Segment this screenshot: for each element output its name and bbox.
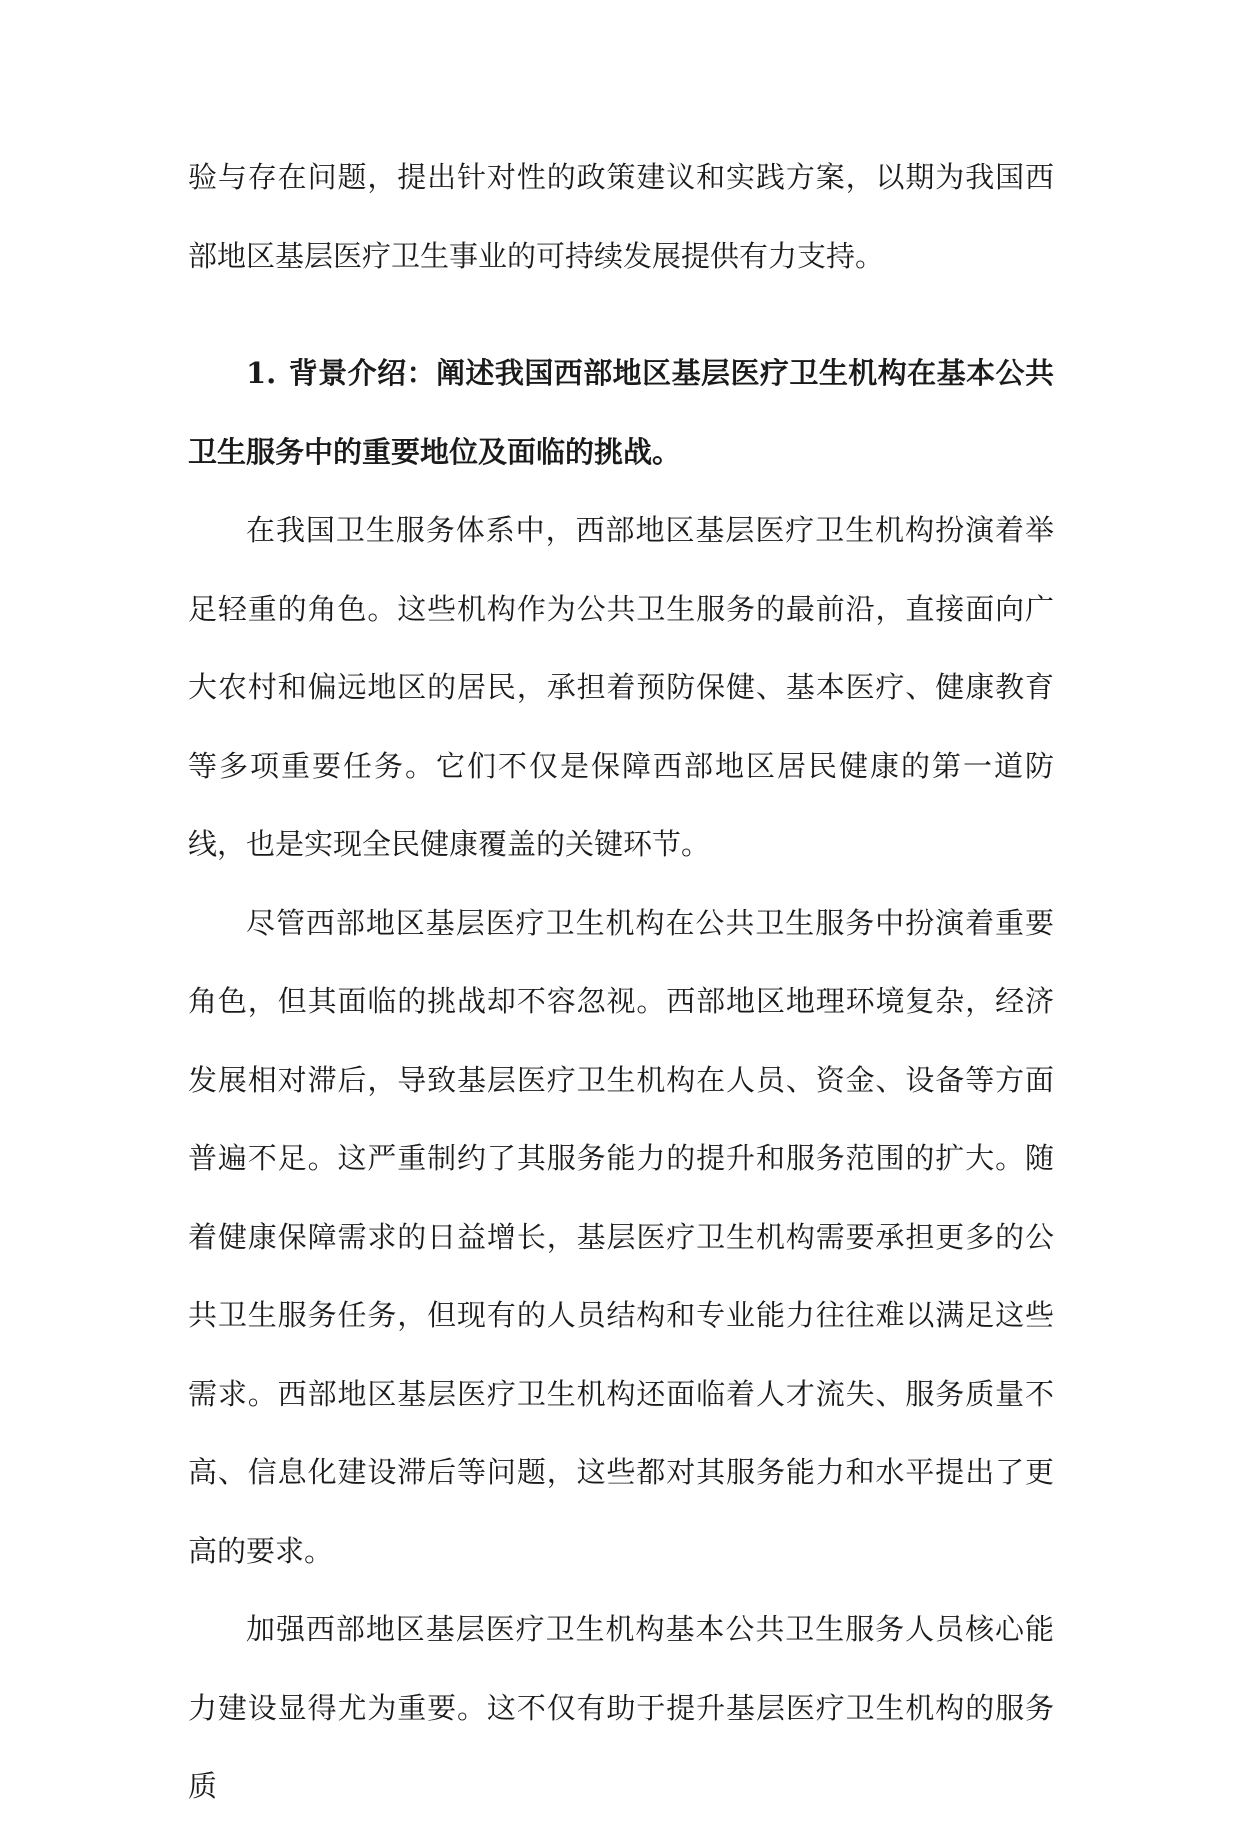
body-paragraph-challenges: 尽管西部地区基层医疗卫生机构在公共卫生服务中扮演着重要角色，但其面临的挑战却不容忽视。西部地区地理环境复杂，经济发展相对滞后，导致基层医疗卫生机构在人员、资金、设备等方面普遍不足。这严重制约了其服务能力的提升和服务范围的扩大。随着健康保障需求的日益增长，基层医疗卫生机构需要承担更多的公共卫生服务任务，但现有的人员结构和专业能力往往难以满足这些需求。西部地区基层医疗卫生机构还面临着人才流失、服务质量不高、信息化建设滞后等问题，这些都对其服务能力和水平提出了更高的要求。	[188, 905, 1054, 1568]
body-paragraph-role: 在我国卫生服务体系中，西部地区基层医疗卫生机构扮演着举足轻重的角色。这些机构作为公共卫生服务的最前沿，直接面向广大农村和偏远地区的居民，承担着预防保健、基本医疗、健康教育等多项重要任务。它们不仅是保障西部地区居民健康的第一道防线，也是实现全民健康覆盖的关键环节。	[188, 513, 1054, 861]
document-body	[188, 138, 1054, 1826]
continuation-paragraph: 验与存在问题，提出针对性的政策建议和实践方案，以期为我国西部地区基层医疗卫生事业的可持续发展提供有力支持。	[188, 160, 1054, 273]
section-number: 1.	[246, 356, 277, 390]
body-paragraph-capacity: 加强西部地区基层医疗卫生机构基本公共卫生服务人员核心能力建设显得尤为重要。这不仅有助于提升基层医疗卫生机构的服务质	[188, 1612, 1054, 1803]
section-heading-text: 背景介绍：阐述我国西部地区基层医疗卫生机构在基本公共卫生服务中的重要地位及面临的挑战。	[188, 356, 1054, 469]
section-heading	[188, 334, 1054, 491]
